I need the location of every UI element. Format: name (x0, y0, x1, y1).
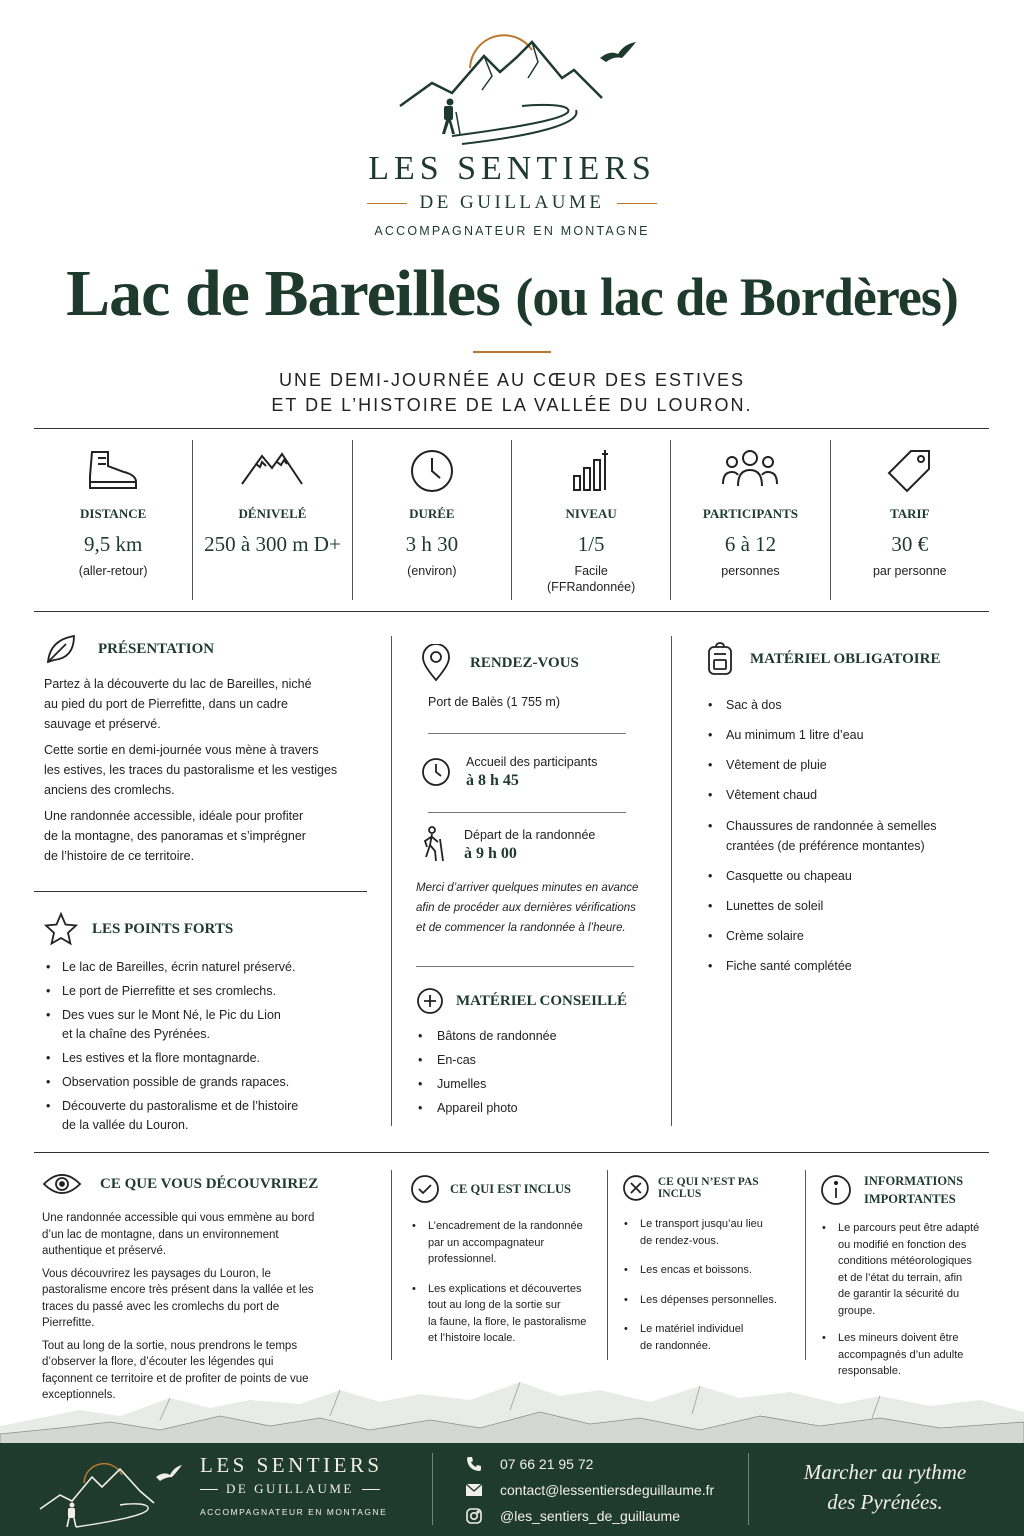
instagram-icon (466, 1508, 482, 1524)
depart-label: Départ de la randonnée (464, 828, 596, 842)
text-line: de la montagne, des panoramas et s’imprégner (44, 829, 306, 843)
text-line: traces du passé avec les cromlechs du port de (42, 1300, 280, 1313)
text-line: Une randonnée accessible, idéale pour profiter (44, 809, 304, 823)
text-line: pastoralisme encore très présent dans la vallée et les (42, 1284, 314, 1296)
text-line: Cette sortie en demi-journée vous mène à travers (44, 743, 319, 757)
mandatory-gear-list (706, 696, 996, 976)
list-item (706, 867, 996, 886)
text-line: anciens des cromlechs. (44, 783, 175, 797)
list-item: • Bâtons de randonnée (416, 1027, 666, 1046)
text-line: • Le matériel individuel (640, 1323, 744, 1335)
text-line: et de commencer la randonnée à l’heure. (416, 922, 626, 934)
divider (367, 203, 407, 204)
divider (432, 1453, 433, 1525)
stat-note (512, 563, 670, 595)
section-title: CE QUE VOUS DÉCOUVRIREZ (100, 1175, 319, 1192)
stat-niveau (511, 440, 670, 600)
list-item (706, 756, 996, 775)
email-icon (466, 1484, 482, 1496)
stat-value: 3 h 30 (405, 532, 459, 556)
slogan-line: des Pyrénées. (827, 1490, 943, 1514)
accueil-time: à 8 h 45 (466, 772, 519, 789)
brand-sub-row (0, 192, 1024, 214)
text-line: exceptionnels. (42, 1389, 116, 1401)
email-link[interactable]: contact@lessentiersdeguillaume.fr (500, 1482, 715, 1498)
list-item (706, 816, 996, 856)
plus-circle-icon (416, 987, 444, 1015)
stat-note: (environ) (407, 564, 457, 578)
email-row[interactable] (466, 1477, 714, 1503)
divider (34, 1152, 989, 1153)
highlights-list (44, 958, 384, 1135)
phone-row[interactable] (466, 1451, 714, 1477)
text-line: • Le parcours peut être adapté (838, 1222, 980, 1234)
text-line: • Fiche santé complétée (726, 959, 852, 973)
text-line: tout au long de la sortie sur (428, 1299, 561, 1311)
not-included-section (622, 1174, 804, 1354)
stat-label: TARIF (890, 506, 930, 521)
list-item: • Appareil photo (416, 1099, 666, 1118)
footer-brand-tagline: ACCOMPAGNATEUR EN MONTAGNE (200, 1507, 388, 1517)
meeting-place: Port de Balès (1 755 m) (428, 695, 561, 709)
list-item (410, 1281, 605, 1347)
text-line: de garantir la sécurité du (838, 1288, 960, 1300)
divider (805, 1170, 806, 1360)
subtitle-line: ET DE L’HISTOIRE DE LA VALLÉE DU LOURON. (271, 395, 753, 415)
text-line: Tout au long de la sortie, nous prendrons le temps (42, 1339, 298, 1352)
text-line: Une randonnée accessible qui vous emmène au bord (42, 1212, 315, 1224)
list-item (44, 958, 384, 977)
list-item: • Jumelles (416, 1075, 666, 1094)
text-line: de la vallée du Louron. (62, 1118, 189, 1132)
text-line: Merci d’arriver quelques minutes en avance (416, 882, 639, 894)
section-title: RENDEZ-VOUS (470, 654, 579, 671)
recommended-gear-list (416, 1027, 666, 1118)
depart-block (420, 825, 670, 865)
mountain-icon (193, 440, 351, 496)
stat-label: PARTICIPANTS (702, 506, 799, 521)
check-circle-icon (410, 1174, 440, 1204)
text-line: accompagnés d’un adulte (838, 1348, 964, 1361)
text-line: et de l’état du terrain, afin (838, 1271, 963, 1284)
level-bars-icon (512, 440, 670, 496)
clock-icon (353, 440, 511, 496)
info-list (820, 1220, 995, 1380)
paragraph (44, 806, 384, 866)
divider (34, 428, 989, 429)
list-item (44, 1006, 384, 1044)
divider (200, 1489, 218, 1490)
section-title: PRÉSENTATION (98, 640, 215, 657)
divider (748, 1453, 749, 1525)
divider (391, 1170, 392, 1360)
text-line: • Observation possible de grands rapaces. (62, 1075, 290, 1089)
text-line: • Les explications et découvertes (428, 1282, 582, 1295)
depart-time: à 9 h 00 (464, 845, 517, 862)
mandatory-gear-section (706, 642, 996, 976)
title-divider (473, 351, 551, 353)
paragraph (42, 1210, 387, 1260)
text-line: • Vêtement de pluie (726, 758, 827, 772)
not-included-list (622, 1216, 804, 1354)
paragraph (44, 674, 384, 734)
list-item (706, 927, 996, 946)
people-icon (671, 440, 829, 496)
list-item (44, 982, 384, 1001)
text-line: afin de procéder aux dernières vérifications (416, 902, 636, 914)
star-icon (44, 912, 78, 946)
text-line: professionnel. (428, 1253, 497, 1265)
text-line: • Lunettes de soleil (726, 899, 824, 913)
stat-note: personnes (721, 564, 780, 578)
section-title: MATÉRIEL CONSEILLÉ (456, 992, 628, 1009)
stat-value: 1/5 (577, 532, 605, 556)
text-line: Vous découvrirez les paysages du Louron, le (42, 1267, 271, 1280)
stat-note: (aller-retour) (78, 564, 148, 578)
hiker-icon (442, 99, 460, 135)
x-circle-icon (622, 1174, 650, 1202)
info-icon (820, 1174, 852, 1206)
list-item: • En-cas (416, 1051, 666, 1070)
divider (416, 966, 634, 967)
text-line: par un accompagnateur (428, 1236, 545, 1249)
section-title: MATÉRIEL OBLIGATOIRE (750, 650, 941, 667)
text-line: authentique et préservé. (42, 1245, 167, 1257)
list-item (44, 1097, 384, 1135)
list-item (706, 897, 996, 916)
divider (617, 203, 657, 204)
brand-sub: DE GUILLAUME (419, 192, 605, 213)
divider (362, 1489, 380, 1490)
stat-duree (352, 440, 511, 600)
divider (34, 611, 989, 612)
text-line: • Les dépenses personnelles. (640, 1293, 777, 1306)
divider (428, 733, 626, 734)
text-line: • Sac à dos (726, 698, 782, 712)
stat-value: 9,5 km (83, 532, 143, 556)
contact-block (466, 1451, 714, 1529)
paragraph (44, 740, 384, 800)
divider (607, 1170, 608, 1360)
instagram-link[interactable]: @les_sentiers_de_guillaume (500, 1508, 680, 1524)
stat-distance (34, 440, 192, 600)
text-line: sauvage et préservé. (44, 717, 161, 731)
text-line: conditions météorologiques (838, 1255, 972, 1267)
text-line: Partez à la découverte du lac de Bareilles, niché (44, 677, 312, 691)
included-list (410, 1218, 605, 1347)
list-item (622, 1262, 804, 1279)
text-line: • Les estives et la flore montagnarde. (62, 1051, 261, 1065)
text-line: • Découverte du pastoralisme et de l’histoire (62, 1099, 299, 1113)
footer-logo-icon (36, 1461, 186, 1531)
title-paren: (ou lac de Bordères) (515, 267, 958, 327)
leaf-icon (44, 632, 78, 666)
text-line: de l’histoire de ce territoire. (44, 849, 195, 863)
divider (428, 812, 626, 813)
phone-icon (466, 1456, 482, 1472)
section-title: CE QUI N’EST PAS INCLUS (657, 1176, 759, 1200)
mountain-range-illustration (0, 1360, 1024, 1450)
text-line: crantées (de préférence montantes) (726, 839, 925, 853)
text-line: de randonnée. (640, 1339, 711, 1352)
presentation-section (44, 632, 384, 866)
stat-note: par personne (872, 564, 947, 578)
text-line: Pierrefitte. (42, 1317, 95, 1329)
text-line: les estives, les traces du pastoralisme et les vestiges (44, 763, 338, 777)
list-item (410, 1218, 605, 1268)
brand-tagline: ACCOMPAGNATEUR EN MONTAGNE (374, 224, 650, 238)
stats-row (34, 440, 989, 600)
stat-value: 6 à 12 (724, 532, 777, 556)
footer-brand-sub-row (200, 1481, 390, 1497)
divider (34, 891, 367, 892)
list-item (820, 1220, 995, 1319)
stat-label: DISTANCE (80, 506, 147, 521)
stat-value: 30 € (891, 532, 929, 556)
stat-denivele (192, 440, 351, 600)
stat-label: DÉNIVELÉ (238, 506, 307, 521)
title-main: Lac de Bareilles (66, 257, 500, 330)
subtitle (0, 368, 1024, 418)
footer-brand-name: LES SENTIERS (200, 1453, 383, 1477)
text-line: la faune, la flore, le pastoralisme (428, 1315, 587, 1328)
price-tag-icon (831, 440, 989, 496)
list-item (706, 786, 996, 805)
section-title: LES POINTS FORTS (92, 920, 234, 937)
page-title (0, 256, 1024, 332)
list-item (622, 1321, 804, 1354)
hiker-icon (420, 825, 448, 865)
rdv-note (416, 878, 676, 938)
accueil-block (420, 752, 670, 790)
stat-label: NIVEAU (565, 506, 617, 521)
text-line: d’un lac de montagne, dans un environnement (42, 1228, 279, 1241)
stat-tarif (830, 440, 989, 600)
text-line: • Vêtement chaud (726, 788, 818, 802)
highlights-section (44, 912, 384, 1135)
text-line: • Casquette ou chapeau (726, 869, 852, 883)
phone-number[interactable]: 07 66 21 95 72 (500, 1456, 594, 1472)
hiking-boot-icon (34, 440, 192, 496)
title-line: INFORMATIONS (864, 1174, 964, 1188)
text-line: • L’encadrement de la randonnée (428, 1220, 583, 1232)
info-section (820, 1172, 995, 1380)
text-line: • Chaussures de randonnée à semelles (726, 819, 937, 833)
stat-note-line: Facile (574, 564, 608, 578)
section-title: CE QUI EST INCLUS (450, 1181, 571, 1196)
stat-note-line: (FFRandonnée) (547, 580, 636, 594)
stat-value: 250 à 300 m D+ (204, 532, 341, 556)
slogan (770, 1457, 1000, 1517)
list-item (44, 1049, 384, 1068)
text-line: de rendez-vous. (640, 1234, 719, 1247)
title-line: IMPORTANTES (864, 1192, 956, 1206)
text-line: • Les mineurs doivent être (838, 1332, 959, 1344)
footer (0, 1443, 1024, 1536)
text-line: responsable. (838, 1365, 901, 1377)
divider (391, 636, 392, 1126)
included-section (410, 1174, 605, 1347)
list-item (706, 696, 996, 715)
rendezvous-section (420, 644, 665, 712)
stat-label: DURÉE (409, 506, 455, 521)
slogan-line: Marcher au rythme (803, 1460, 967, 1484)
eye-icon (42, 1170, 82, 1198)
section-title (864, 1172, 963, 1208)
logo-mountain-illustration (392, 28, 642, 146)
instagram-row[interactable] (466, 1503, 714, 1529)
list-item (706, 957, 996, 976)
map-pin-icon (420, 644, 452, 682)
text-line: au pied du port de Pierrefitte, dans un cadre (44, 697, 288, 711)
subtitle-line: UNE DEMI-JOURNÉE AU CŒUR DES ESTIVES (278, 370, 746, 390)
text-line: • Le lac de Bareilles, écrin naturel préservé. (62, 960, 296, 974)
text-line: ou modifié en fonction des (838, 1238, 967, 1251)
text-line: groupe. (838, 1304, 876, 1317)
list-item (622, 1292, 804, 1309)
text-line: • Le transport jusqu’au lieu (640, 1218, 763, 1230)
text-line: façonnent ce territoire et de profiter de points de vue (42, 1372, 309, 1385)
text-line: et la chaîne des Pyrénées. (62, 1027, 211, 1041)
list-item (706, 726, 996, 745)
text-line: et l’histoire locale. (428, 1332, 516, 1344)
text-line: • Les encas et boissons. (640, 1264, 752, 1276)
footer-brand-sub: DE GUILLAUME (226, 1481, 354, 1496)
backpack-icon (706, 642, 734, 676)
stat-participants (670, 440, 829, 600)
eagle-icon (600, 42, 636, 62)
paragraph (42, 1266, 387, 1332)
text-line: • Au minimum 1 litre d’eau (726, 728, 864, 742)
accueil-label: Accueil des participants (466, 755, 598, 769)
text-line: • Le port de Pierrefitte et ses cromlechs. (62, 984, 276, 998)
brand-name: LES SENTIERS (368, 150, 656, 187)
list-item (622, 1216, 804, 1249)
text-line: • Des vues sur le Mont Né, le Pic du Lion (62, 1008, 281, 1022)
recommended-gear-section (416, 987, 666, 1118)
text-line: • Crème solaire (726, 929, 804, 943)
list-item (44, 1073, 384, 1092)
text-line: d’observer la flore, d’écouter les légendes qui (42, 1356, 274, 1368)
clock-icon (420, 756, 452, 788)
